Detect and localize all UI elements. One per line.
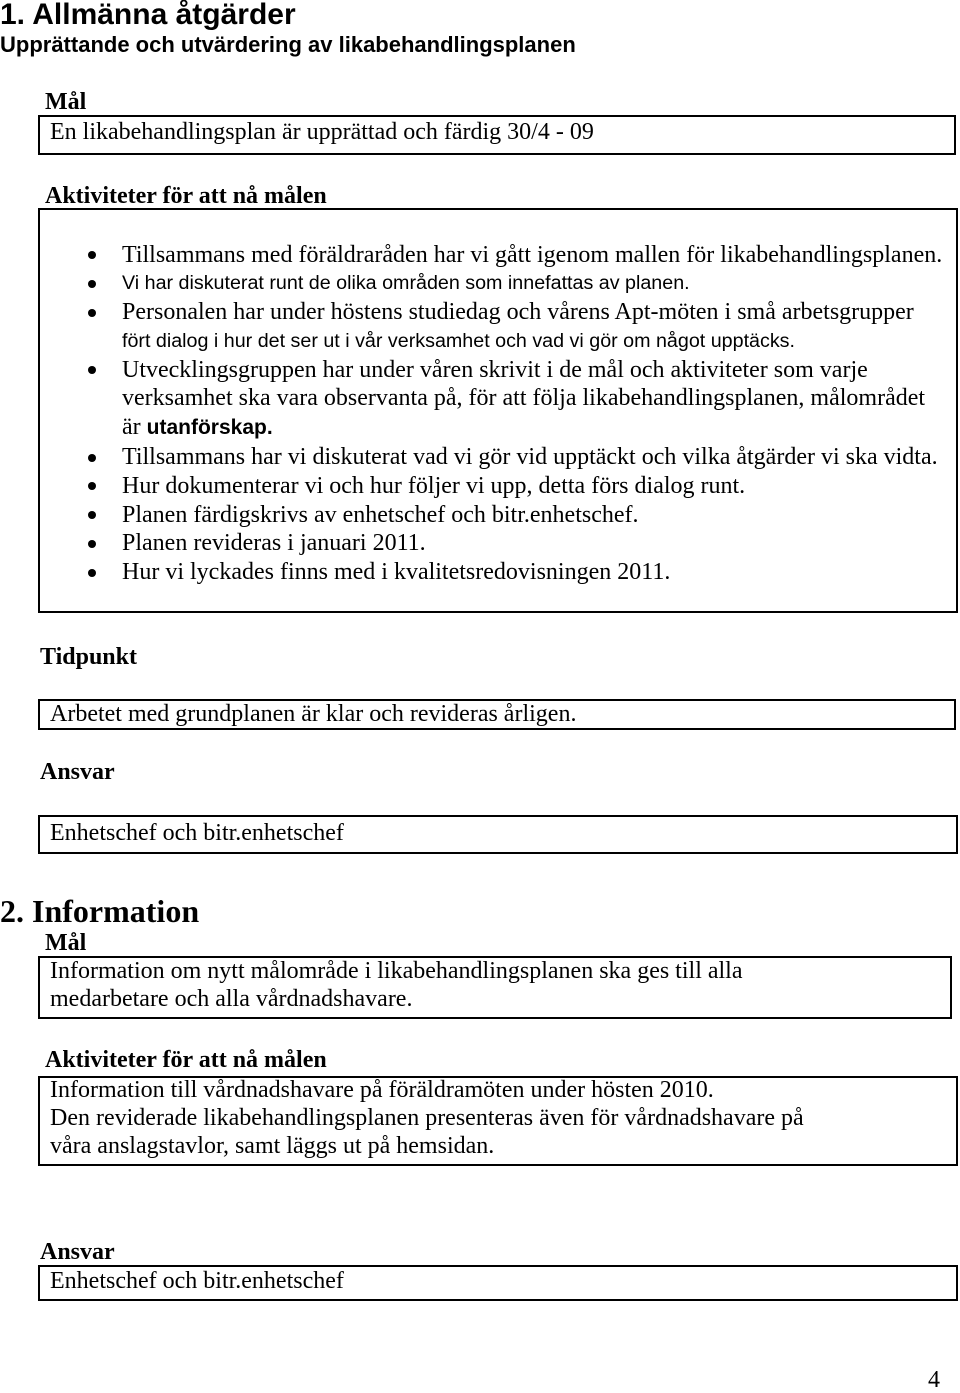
- goal-box: [38, 115, 956, 155]
- activity-line-start: är: [122, 414, 141, 441]
- activity-item: [40, 558, 956, 587]
- bullet-icon: [88, 482, 96, 490]
- timing-text: Arbetet med grundplanen är klar och revideras årligen.: [50, 701, 577, 727]
- bullet-icon: [88, 454, 96, 462]
- section-1-title: 1. Allmänna åtgärder: [0, 0, 296, 31]
- activities-label: Aktiviteter för att nå målen: [45, 1047, 327, 1073]
- activity-line: [122, 413, 956, 443]
- emphasis-text: utanförskap.: [146, 416, 273, 440]
- page-number: 4: [928, 1367, 940, 1393]
- goal-text-line: Information om nytt målområde i likabehandlingsplanen ska ges till alla: [50, 958, 743, 984]
- bullet-icon: [88, 309, 96, 317]
- timing-box: [38, 699, 956, 730]
- responsibility-box: [38, 815, 958, 854]
- activity-line: Hur vi lyckades finns med i kvalitetsredovisningen 2011.: [122, 559, 671, 586]
- activity-item: [40, 269, 956, 298]
- responsibility-label: Ansvar: [40, 759, 115, 785]
- goal-label: Mål: [45, 930, 87, 956]
- activity-line: Planen färdigskrivs av enhetschef och bitr.enhetschef.: [122, 501, 639, 528]
- responsibility-text: Enhetschef och bitr.enhetschef: [50, 820, 344, 846]
- activities-box: [38, 1076, 958, 1166]
- activities-list: [40, 241, 956, 588]
- responsibility-text: Enhetschef och bitr.enhetschef: [50, 1268, 344, 1294]
- section-2-title: 2. Information: [0, 893, 200, 929]
- activities-box: [38, 208, 958, 613]
- activities-label: Aktiviteter för att nå målen: [45, 183, 327, 209]
- goal-box: [38, 956, 952, 1019]
- activity-item: [40, 529, 956, 558]
- section-1-subtitle: Upprättande och utvärdering av likabehandlingsplanen: [0, 32, 576, 57]
- bullet-icon: [88, 511, 96, 519]
- activity-item: [40, 241, 956, 270]
- bullet-icon: [88, 540, 96, 548]
- activity-line: Utvecklingsgruppen har under våren skrivit i de mål och aktiviteter som varje: [122, 356, 868, 383]
- responsibility-box: [38, 1265, 958, 1301]
- bullet-icon: [88, 569, 96, 577]
- activity-item: [40, 472, 956, 501]
- bullet-icon: [88, 366, 96, 374]
- goal-text-line: medarbetare och alla vårdnadshavare.: [50, 986, 413, 1012]
- goal-label: Mål: [45, 89, 87, 115]
- bullet-icon: [88, 251, 96, 259]
- activity-line: fört dialog i hur det ser ut i vår verksamhet och vad vi gör om något upptäcks.: [122, 329, 795, 352]
- activity-line: Vi har diskuterat runt de olika områden som innefattas av planen.: [122, 272, 690, 295]
- activity-item: [40, 356, 956, 443]
- activity-line: Hur dokumenterar vi och hur följer vi upp, detta förs dialog runt.: [122, 472, 746, 499]
- activity-line: Planen revideras i januari 2011.: [122, 530, 426, 557]
- responsibility-label: Ansvar: [40, 1239, 115, 1265]
- activity-item: [40, 501, 956, 530]
- bullet-icon: [88, 280, 96, 288]
- activity-line: Information till vårdnadshavare på föräldramöten under hösten 2010.: [50, 1077, 714, 1103]
- activity-line: våra anslagstavlor, samt läggs ut på hemsidan.: [50, 1133, 495, 1159]
- activity-item: [40, 298, 956, 356]
- activity-line: Personalen har under höstens studiedag och vårens Apt-möten i små arbetsgrupper: [122, 299, 914, 326]
- goal-text: En likabehandlingsplan är upprättad och färdig 30/4 - 09: [50, 119, 594, 145]
- timing-label: Tidpunkt: [40, 644, 137, 670]
- activity-item: [40, 443, 956, 472]
- activity-line: verksamhet ska vara observanta på, för att följa likabehandlingsplanen, målområdet: [122, 385, 926, 412]
- activity-line: Tillsammans med föräldraråden har vi gått igenom mallen för likabehandlingsplanen.: [122, 241, 943, 268]
- activity-line: Den reviderade likabehandlingsplanen presenteras även för vårdnadshavare på: [50, 1105, 804, 1131]
- activity-line: Tillsammans har vi diskuterat vad vi gör vid upptäckt och vilka åtgärder vi ska vidta.: [122, 444, 938, 471]
